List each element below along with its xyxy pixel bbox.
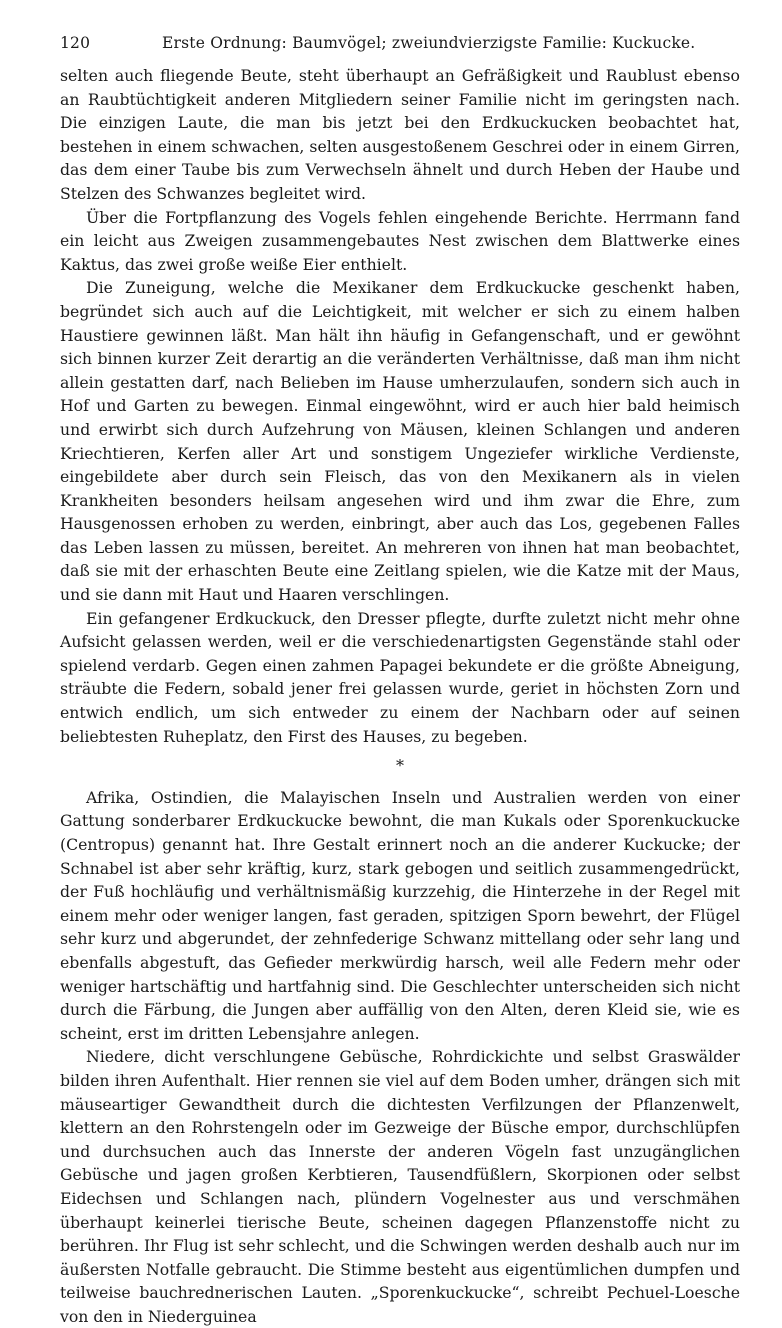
paragraph-2: Über die Fortpflanzung des Vogels fehlen eingehende Berichte. Herrmann fand ein leicht aus Zweigen zusammengebautes Nest zwischen dem Blattwerke eines Kaktus, das zwei große weiße Eier enthielt. — [60, 207, 740, 274]
body-text — [60, 64, 740, 1328]
paragraph-3: Die Zuneigung, welche die Mexikaner dem Erdkuckucke geschenkt haben, begründet sich auch auf die Leichtigkeit, mit welcher er sich zu einem halben Haustiere gewinnen läßt. Man hält ihn häufig in Gefangenschaft, und er gewöhnt sich binnen kurzer Zeit derartig an die veränderten Verhältnisse, daß man ihm nicht allein gestatten darf, nach Belieben im Hause umherzulaufen, sondern sich auch in Hof und Garten zu bewegen. Einmal eingewöhnt, wird er auch hier bald heimisch und erwirbt sich durch Aufzehrung von Mäusen, kleinen Schlangen und anderen Kriechtieren, Kerfen aller Art und sonstigem Ungeziefer wirkliche Verdienste, eingebildete aber durch sein Fleisch, das von den Mexikanern als in vielen Krankheiten besonders heilsam angesehen wird und ihm zwar die Ehre, zum Hausgenossen erhoben zu werden, einbringt, aber auch das Los, gegebenen Falles das Leben lassen zu müssen, bereitet. An mehreren von ihnen hat man beobachtet, daß sie mit der erhaschten Beute eine Zeitlang spielen, wie die Katze mit der Maus, und sie dann mit Haut und Haaren verschlingen. — [60, 278, 740, 605]
running-header — [60, 34, 740, 52]
section-separator: * — [396, 756, 404, 776]
paragraph-4: Ein gefangener Erdkuckuck, den Dresser pflegte, durfte zuletzt nicht mehr ohne Aufsicht gelassen werden, weil er die verschiedenartigsten Gegenstände stahl oder spielend verdarb. Gegen einen zahmen Papagei bekundete er die größte Abneigung, sträubte die Federn, sobald jener frei gelassen wurde, geriet in höchsten Zorn und entwich endlich, um sich entweder zu einem der Nachbarn oder auf seinen beliebtesten Ruheplatz, den First des Hauses, zu begeben. — [60, 608, 740, 746]
page-number: 120 — [60, 34, 91, 52]
running-title: Erste Ordnung: Baumvögel; zweiundvierzigste Familie: Kuckucke. — [162, 34, 696, 52]
paragraph-5: Afrika, Ostindien, die Malayischen Inseln und Australien werden von einer Gattung sonderbarer Erdkuckucke bewohnt, die man Kukals oder Sporenkuckucke (Centropus) genannt hat. Ihre Gestalt erinnert noch an die anderer Kuckucke; der Schnabel ist aber sehr kräftig, kurz, stark gebogen und seitlich zusammengedrückt, der Fuß hochläufig und verhältnismäßig kurzzehig, die Hinterzehe in der Regel mit einem mehr oder weniger langen, fast geraden, spitzigen Sporn bewehrt, der Flügel sehr kurz und abgerundet, der zehnfederige Schwanz mittellang oder sehr lang und ebenfalls abgestuft, das Gefieder merkwürdig harsch, weil alle Federn mehr oder weniger hartschäftig und hartfahnig sind. Die Geschlechter unterscheiden sich nicht durch die Färbung, die Jungen aber auffällig von den Alten, deren Kleid sie, wie es scheint, erst im dritten Lebensjahre anlegen. — [60, 787, 740, 1043]
body-text-section-2 — [60, 786, 740, 1328]
paragraph-1: selten auch fliegende Beute, steht überhaupt an Gefräßigkeit und Raublust ebenso an Raubtüchtigkeit anderen Mitgliedern seiner Familie nicht im geringsten nach. Die einzigen Laute, die man bis jetzt bei den Erdkuckucken beobachtet hat, bestehen in einem schwachen, selten ausgestoßenem Geschrei oder in einem Girren, das dem einer Taube bis zum Verwechseln ähnelt und durch Heben der Haube und Stelzen des Schwanzes begleitet wird. — [60, 66, 740, 203]
paragraph-6: Niedere, dicht verschlungene Gebüsche, Rohrdickichte und selbst Graswälder bilden ihren Aufenthalt. Hier rennen sie viel auf dem Boden umher, drängen sich mit mäuseartiger Gewandtheit durch die dichtesten Verfilzungen der Pflanzenwelt, klettern an den Rohrstengeln oder im Gezweige der Büsche empor, durchschlüpfen und durchsuchen auch das Innerste der anderen Vögeln fast unzugänglichen Gebüsche und jagen großen Kerbtieren, Tausendfüßlern, Skorpionen oder selbst Eidechsen und Schlangen nach, plündern Vogelnester aus und verschmähen überhaupt keinerlei tierische Beute, scheinen dagegen Pflanzenstoffe nicht zu berühren. Ihr Flug ist sehr schlecht, und die Schwingen werden deshalb auch nur im äußersten Notfalle gebraucht. Die Stimme besteht aus eigentümlichen dumpfen und teilweise bauchrednerischen Lauten. „Sporenkuckucke“, schreibt Pechuel-Loesche von den in Niederguinea — [60, 1047, 740, 1326]
